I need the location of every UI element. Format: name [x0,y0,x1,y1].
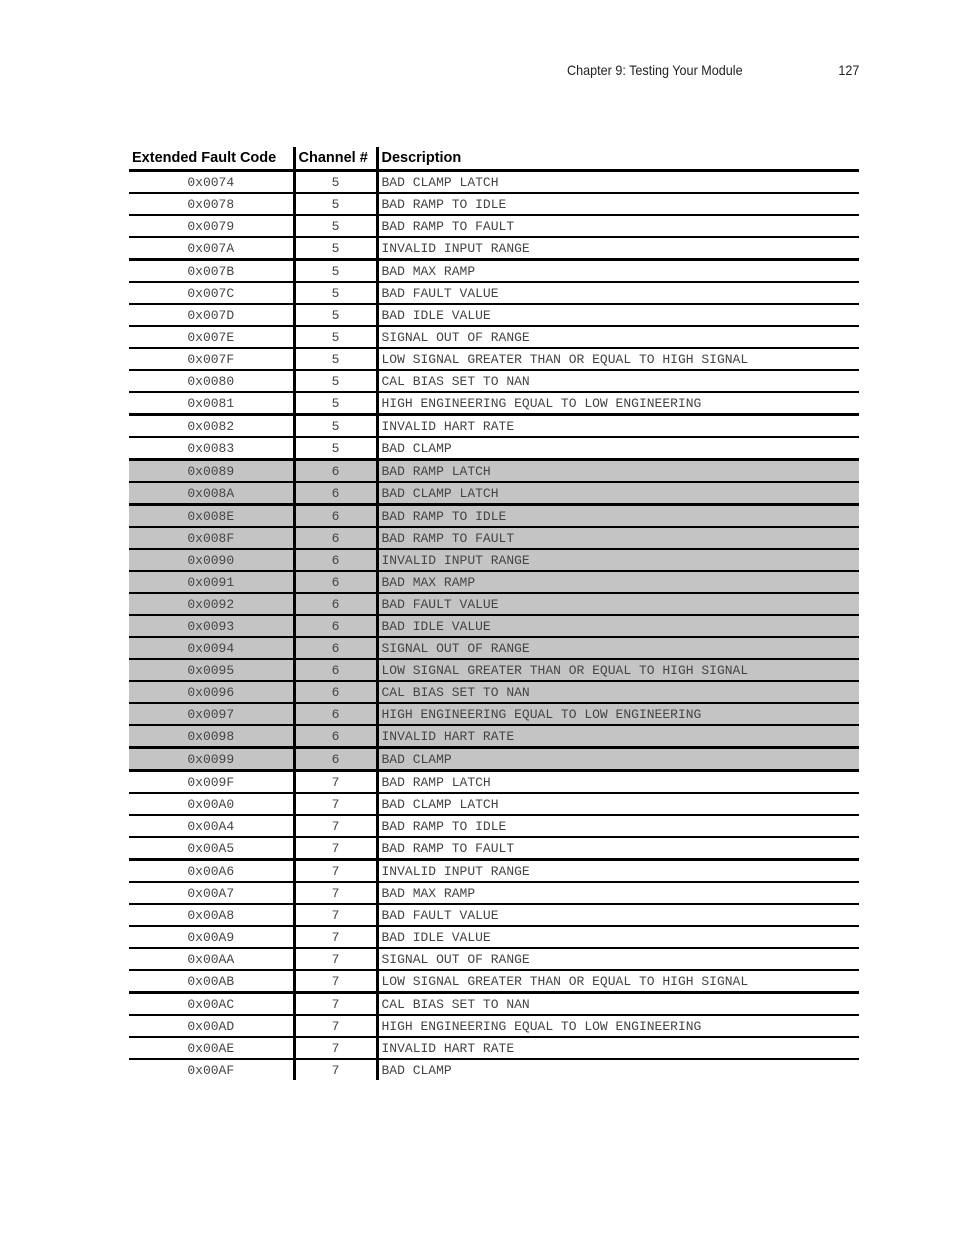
channel-cell: 5 [294,260,377,283]
channel-cell: 5 [294,370,377,392]
table-row [129,882,859,904]
fault-code-cell: 0x0091 [129,571,294,593]
description-cell: BAD CLAMP LATCH [377,793,859,815]
channel-cell: 6 [294,615,377,637]
fault-code-cell: 0x0082 [129,415,294,438]
table-row [129,171,859,194]
channel-cell: 7 [294,860,377,883]
table-row [129,793,859,815]
description-cell: CAL BIAS SET TO NAN [377,993,859,1016]
channel-cell: 7 [294,815,377,837]
channel-cell: 7 [294,904,377,926]
fault-code-cell: 0x007A [129,237,294,260]
description-cell: LOW SIGNAL GREATER THAN OR EQUAL TO HIGH SIGNAL [377,970,859,993]
fault-code-cell: 0x00A7 [129,882,294,904]
channel-cell: 6 [294,549,377,571]
channel-cell: 5 [294,193,377,215]
description-cell: INVALID INPUT RANGE [377,237,859,260]
channel-cell: 5 [294,415,377,438]
channel-cell: 6 [294,482,377,505]
page-number: 127 [837,62,859,78]
fault-code-cell: 0x0089 [129,460,294,483]
table-row [129,482,859,505]
fault-code-cell: 0x008A [129,482,294,505]
fault-code-cell: 0x0097 [129,703,294,725]
fault-code-cell: 0x007C [129,282,294,304]
description-cell: BAD MAX RAMP [377,571,859,593]
fault-code-cell: 0x00A8 [129,904,294,926]
description-cell: INVALID INPUT RANGE [377,860,859,883]
table-row [129,615,859,637]
description-cell: INVALID HART RATE [377,725,859,748]
table-row [129,593,859,615]
channel-cell: 7 [294,970,377,993]
table-row [129,1037,859,1059]
description-cell: BAD RAMP LATCH [377,771,859,794]
fault-code-cell: 0x009F [129,771,294,794]
description-cell: BAD CLAMP [377,437,859,460]
description-cell: BAD CLAMP [377,1059,859,1080]
table-row [129,1015,859,1037]
table-row [129,637,859,659]
fault-code-cell: 0x00AE [129,1037,294,1059]
description-cell: LOW SIGNAL GREATER THAN OR EQUAL TO HIGH SIGNAL [377,659,859,681]
table-row [129,505,859,528]
fault-code-cell: 0x00AC [129,993,294,1016]
table-row [129,571,859,593]
fault-code-cell: 0x00AF [187,1062,235,1078]
extended-fault-code-table [129,147,859,1080]
table-row [129,904,859,926]
fault-code-cell: 0x0096 [129,681,294,703]
description-cell: HIGH ENGINEERING EQUAL TO LOW ENGINEERING [377,1015,859,1037]
description-cell: INVALID HART RATE [377,415,859,438]
channel-cell: 5 [294,348,377,370]
fault-code-cell: 0x0078 [129,193,294,215]
channel-cell: 7 [294,993,377,1016]
channel-cell: 5 [294,326,377,348]
description-cell: BAD RAMP TO FAULT [377,215,859,237]
fault-code-cell: 0x00AB [129,970,294,993]
table-header-row [129,147,859,171]
description-cell: SIGNAL OUT OF RANGE [377,326,859,348]
fault-code-cell: 0x0092 [129,593,294,615]
description-cell: HIGH ENGINEERING EQUAL TO LOW ENGINEERING [377,703,859,725]
fault-code-cell: 0x008F [129,527,294,549]
fault-code-cell: 0x0094 [129,637,294,659]
description-cell: BAD CLAMP [377,748,859,771]
channel-cell: 5 [294,392,377,415]
fault-code-cell: 0x0098 [129,725,294,748]
table-row [129,415,859,438]
channel-cell: 6 [294,748,377,771]
description-cell: BAD MAX RAMP [377,260,859,283]
fault-code-cell: 0x00A9 [129,926,294,948]
page-header [0,62,954,82]
fault-code-cell: 0x0081 [129,392,294,415]
table-row [129,703,859,725]
channel-cell: 6 [294,460,377,483]
fault-code-cell: 0x007F [129,348,294,370]
chapter-title: Chapter 9: Testing Your Module [567,62,743,78]
table-row [129,771,859,794]
table-row [129,926,859,948]
table-row [129,659,859,681]
description-cell: BAD IDLE VALUE [377,304,859,326]
channel-cell: 6 [294,505,377,528]
channel-cell: 6 [294,637,377,659]
channel-cell: 5 [294,237,377,260]
channel-cell: 6 [294,681,377,703]
description-cell: HIGH ENGINEERING EQUAL TO LOW ENGINEERING [377,392,859,415]
description-cell: BAD FAULT VALUE [377,282,859,304]
channel-cell: 5 [294,304,377,326]
fault-code-cell: 0x008E [129,505,294,528]
table-row [129,1059,859,1080]
description-cell: BAD RAMP LATCH [377,460,859,483]
fault-code-cell: 0x0079 [129,215,294,237]
channel-cell: 7 [294,926,377,948]
table-row [129,993,859,1016]
fault-code-cell: 0x0083 [129,437,294,460]
table-row [129,837,859,860]
description-cell: BAD MAX RAMP [377,882,859,904]
channel-cell: 6 [294,593,377,615]
description-cell: CAL BIAS SET TO NAN [377,370,859,392]
table-row [129,948,859,970]
table-row [129,437,859,460]
channel-cell: 6 [294,571,377,593]
description-cell: LOW SIGNAL GREATER THAN OR EQUAL TO HIGH SIGNAL [377,348,859,370]
column-header-fault-code: Extended Fault Code [129,147,294,171]
description-cell: INVALID HART RATE [377,1037,859,1059]
description-cell: INVALID INPUT RANGE [377,549,859,571]
description-cell: BAD RAMP TO FAULT [377,527,859,549]
table-row [129,681,859,703]
table-row [129,970,859,993]
channel-cell: 6 [294,725,377,748]
table-row [129,326,859,348]
fault-code-cell: 0x00A0 [129,793,294,815]
table-row [129,304,859,326]
channel-cell: 7 [294,793,377,815]
channel-cell: 5 [294,437,377,460]
channel-cell: 7 [294,882,377,904]
fault-code-cell: 0x0095 [129,659,294,681]
description-cell: BAD CLAMP LATCH [377,171,859,194]
table-row [129,348,859,370]
description-cell: BAD CLAMP LATCH [377,482,859,505]
table-row [129,370,859,392]
channel-cell: 6 [294,527,377,549]
description-cell: SIGNAL OUT OF RANGE [377,637,859,659]
channel-cell: 7 [294,1015,377,1037]
fault-code-cell: 0x0093 [129,615,294,637]
channel-cell: 6 [294,659,377,681]
table-row [129,725,859,748]
description-cell: BAD IDLE VALUE [377,926,859,948]
description-cell: BAD FAULT VALUE [377,904,859,926]
fault-code-cell: 0x0074 [129,171,294,194]
channel-cell: 7 [294,1059,377,1080]
description-cell: BAD FAULT VALUE [377,593,859,615]
channel-cell: 7 [294,948,377,970]
table-row [129,260,859,283]
table-row [129,748,859,771]
description-cell: BAD RAMP TO FAULT [377,837,859,860]
table-row [129,282,859,304]
table-row [129,527,859,549]
table-row [129,815,859,837]
column-header-description: Description [377,147,859,171]
fault-code-cell: 0x00AD [129,1015,294,1037]
fault-code-cell: 0x00A5 [129,837,294,860]
description-cell: BAD IDLE VALUE [377,615,859,637]
description-cell: SIGNAL OUT OF RANGE [377,948,859,970]
description-cell: BAD RAMP TO IDLE [377,505,859,528]
fault-code-cell: 0x00AA [129,948,294,970]
column-header-channel: Channel # [294,147,377,171]
table-row [129,215,859,237]
table-row [129,860,859,883]
table-row [129,392,859,415]
channel-cell: 5 [294,282,377,304]
channel-cell: 7 [294,837,377,860]
table-row [129,193,859,215]
channel-cell: 5 [294,171,377,194]
table-row [129,237,859,260]
table-row [129,460,859,483]
channel-cell: 7 [294,1037,377,1059]
fault-code-cell: 0x0080 [129,370,294,392]
channel-cell: 6 [294,703,377,725]
fault-code-cell: 0x007E [129,326,294,348]
fault-code-cell: 0x00A4 [129,815,294,837]
fault-code-cell: 0x007B [129,260,294,283]
fault-code-cell: 0x00A6 [129,860,294,883]
fault-code-cell: 0x0099 [129,748,294,771]
table-row [129,549,859,571]
description-cell: CAL BIAS SET TO NAN [377,681,859,703]
fault-code-cell: 0x007D [129,304,294,326]
channel-cell: 7 [294,771,377,794]
table-body [129,171,859,1081]
description-cell: BAD RAMP TO IDLE [377,815,859,837]
description-cell: BAD RAMP TO IDLE [377,193,859,215]
channel-cell: 5 [294,215,377,237]
fault-code-cell: 0x0090 [129,549,294,571]
